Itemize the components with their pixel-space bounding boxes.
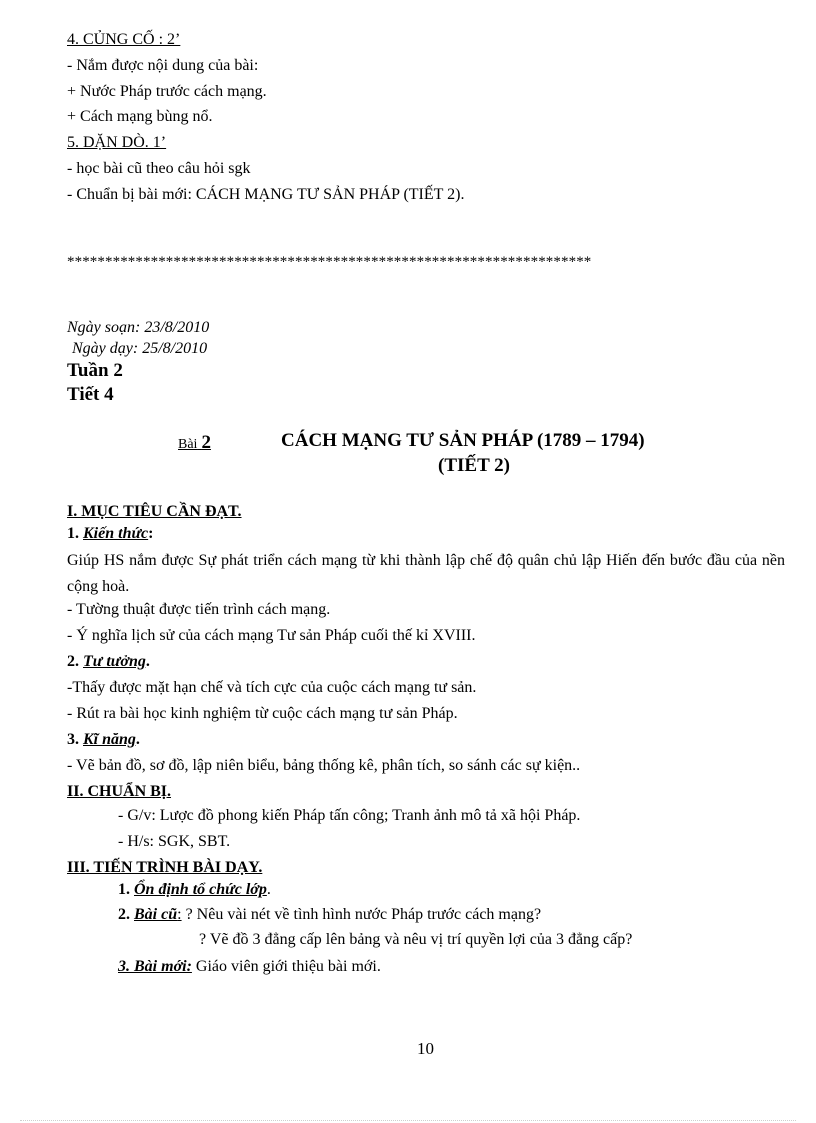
on-dinh-label: Ổn định tổ chức lớp xyxy=(134,881,267,898)
bai-moi-text: Giáo viên giới thiệu bài mới. xyxy=(191,958,381,975)
bai-moi-label: 3. Bài mới: xyxy=(118,958,192,975)
bottom-divider xyxy=(20,1120,796,1121)
kien-thuc-colon: : xyxy=(148,525,154,542)
bai-cu-question-1: ? Nêu vài nét về tình hình nước Pháp trước cách mạng? xyxy=(181,906,542,923)
dan-do-item: - học bài cũ theo câu hỏi sgk xyxy=(67,160,251,177)
dan-do-item: - Chuẩn bị bài mới: CÁCH MẠNG TƯ SẢN PHÁP (TIẾT 2). xyxy=(67,186,465,203)
ki-nang-label: Kĩ năng xyxy=(83,731,136,748)
cung-co-intro: - Nắm được nội dung của bài: xyxy=(67,57,259,74)
on-dinh-dot: . xyxy=(266,881,271,898)
tuan: Tuần 2 xyxy=(67,360,123,381)
chuan-bi-item: - G/v: Lược đồ phong kiến Pháp tấn công; Tranh ảnh mô tả xã hội Pháp. xyxy=(118,807,581,824)
tu-tuong-item: - Rút ra bài học kinh nghiệm từ cuộc cách mạng tư sản Pháp. xyxy=(67,705,458,722)
tiet: Tiết 4 xyxy=(67,384,114,405)
tu-tuong-num: 2. xyxy=(67,653,83,670)
ki-nang-dot: . xyxy=(135,731,140,748)
kien-thuc-num: 1. xyxy=(67,525,83,542)
cung-co-item: + Nước Pháp trước cách mạng. xyxy=(67,83,267,100)
dan-do-heading: 5. DẶN DÒ. 1’ xyxy=(67,134,167,151)
kien-thuc-heading xyxy=(67,524,153,544)
ki-nang-num: 3. xyxy=(67,731,83,748)
tu-tuong-label: Tư tưởng xyxy=(83,653,146,670)
cung-co-heading: 4. CỦNG CỐ : 2’ xyxy=(67,31,181,48)
kien-thuc-text: Giúp HS nắm được Sự phát triển cách mạng từ khi thành lập chế độ quân chủ lập Hiến đến bước đầu của nền cộng hoà. xyxy=(67,552,785,595)
bai-cu-question-2: ? Vẽ đồ 3 đẳng cấp lên bảng và nêu vị trí quyền lợi của 3 đẳng cấp? xyxy=(199,931,633,948)
bai-cu-colon: : xyxy=(177,906,182,923)
section-1-heading: I. MỤC TIÊU CẦN ĐẠT. xyxy=(67,503,242,520)
kien-thuc-label: Kiến thức xyxy=(83,525,149,542)
bai-cu-label: Bài cũ xyxy=(134,906,178,923)
tu-tuong-dot: . xyxy=(145,653,150,670)
bai-cu xyxy=(118,905,541,925)
kien-thuc-item: - Tường thuật được tiến trình cách mạng. xyxy=(67,601,331,618)
ki-nang-item: - Vẽ bản đồ, sơ đồ, lập niên biểu, bảng thống kê, phân tích, so sánh các sự kiện.. xyxy=(67,757,581,774)
bai-number: 2 xyxy=(201,432,211,453)
on-dinh-num: 1. xyxy=(118,881,134,898)
tu-tuong-item: -Thấy được mặt hạn chế và tích cực của cuộc cách mạng tư sản. xyxy=(67,679,477,696)
chuan-bi-item: - H/s: SGK, SBT. xyxy=(118,833,231,850)
star-separator: ********************************************************************* xyxy=(67,254,592,270)
tu-tuong-heading xyxy=(67,652,150,672)
bai-label-group xyxy=(178,433,211,455)
lesson-title: CÁCH MẠNG TƯ SẢN PHÁP (1789 – 1794) xyxy=(281,430,645,451)
ki-nang-heading xyxy=(67,730,140,750)
section-2-heading: II. CHUẨN BỊ. xyxy=(67,783,172,800)
section-3-heading: III. TIẾN TRÌNH BÀI DẠY. xyxy=(67,859,263,876)
bai-moi xyxy=(118,957,381,977)
lesson-subtitle: (TIẾT 2) xyxy=(438,455,510,476)
kien-thuc-item: - Ý nghĩa lịch sử của cách mạng Tư sản Pháp cuối thế kỉ XVIII. xyxy=(67,627,476,644)
ngay-soan: Ngày soạn: 23/8/2010 xyxy=(67,319,210,336)
bai-label: Bài xyxy=(178,437,198,452)
bai-cu-num: 2. xyxy=(118,906,134,923)
on-dinh xyxy=(118,880,271,900)
page-number: 10 xyxy=(417,1039,434,1058)
ngay-day: Ngày dạy: 25/8/2010 xyxy=(72,340,208,357)
cung-co-item: + Cách mạng bùng nổ. xyxy=(67,108,213,125)
